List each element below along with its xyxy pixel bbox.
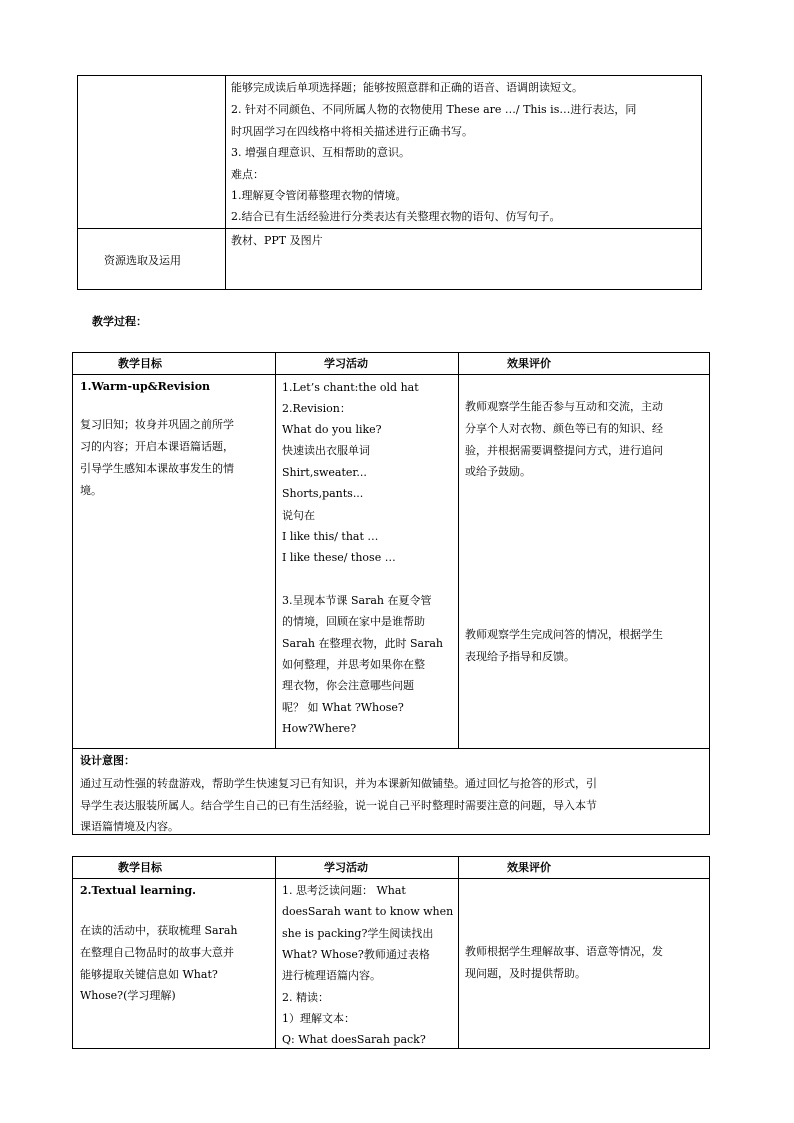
activity-line: 1）理解文本：	[282, 1012, 355, 1025]
goal-line: 在读的活动中，获取梳理 Sarah	[80, 924, 238, 937]
evaluation-line: 验，并根据需要调整提问方式，进行追问	[465, 444, 663, 457]
process-title: 教学过程：	[92, 315, 147, 328]
activity-line: 理衣物，你会注意哪些问题	[282, 679, 414, 692]
activity-line: 1.Let’s chant:the old hat	[282, 381, 419, 394]
header-activity: 学习活动	[324, 357, 368, 370]
evaluation-line: 教师观察学生能否参与互动和交流，主动	[465, 400, 663, 413]
objective-line: 时巩固学习在四线格中将相关描述进行正确书写。	[231, 125, 473, 138]
header-goal: 教学目标	[118, 357, 162, 370]
activity-line: 呢？ 如 What ?Whose?	[282, 701, 404, 714]
header-activity: 学习活动	[324, 861, 368, 874]
activity-line: 的情境，回顾在家中是谁帮助	[282, 615, 425, 628]
evaluation-line: 或给予鼓励。	[465, 465, 531, 478]
activity-line: 2.Revision：	[282, 402, 351, 415]
difficulty-line: 2.结合已有生活经验进行分类表达有关整理衣物的语句、仿写句子。	[231, 210, 561, 223]
goal-title: 1.Warm-up&Revision	[80, 380, 211, 393]
activity-line: I like this/ that …	[282, 530, 379, 543]
resource-value: 教材、PPT 及图片	[231, 234, 323, 247]
activity-line: 2. 精读：	[282, 991, 329, 1004]
header-goal: 教学目标	[118, 861, 162, 874]
objective-line: 能够完成读后单项选择题；能够按照意群和正确的语音、语调朗读短文。	[231, 81, 583, 94]
activity-line: she is packing?学生阅读找出	[282, 927, 434, 940]
design-line: 导学生表达服装所属人。结合学生自己的已有生活经验，说一说自己平时整理时需要注意的问题，导入本节	[80, 799, 597, 812]
goal-line: 习的内容；开启本课语篇话题，	[80, 440, 234, 453]
evaluation-line: 分享个人对衣物、颜色等已有的知识、经	[465, 422, 663, 435]
activity-line: What do you like?	[282, 423, 382, 436]
goal-line: 引导学生感知本课故事发生的情	[80, 462, 234, 475]
goal-line: 复习旧知；妆身并巩固之前所学	[80, 418, 234, 431]
evaluation-line: 教师根据学生理解故事、语意等情况，发	[465, 945, 663, 958]
activity-line: I like these/ those …	[282, 551, 396, 564]
design-line: 课语篇情境及内容。	[80, 820, 179, 833]
objective-line: 3. 增强自理意识、互相帮助的意识。	[231, 146, 410, 159]
activity-line: doesSarah want to know when	[282, 905, 454, 918]
goal-title: 2.Textual learning.	[80, 884, 196, 897]
goal-line: 能够提取关键信息如 What?	[80, 968, 218, 981]
goal-line: Whose?(学习理解)	[80, 989, 176, 1002]
difficulty-line: 1.理解夏令管闭幕整理衣物的情境。	[231, 189, 407, 202]
activity-line: Q: What doesSarah pack?	[282, 1033, 426, 1046]
header-evaluation: 效果评价	[507, 357, 551, 370]
activity-line: Sarah 在整理衣物，此时 Sarah	[282, 637, 443, 650]
evaluation-line: 教师观察学生完成问答的情况，根据学生	[465, 628, 663, 641]
evaluation-line: 现问题，及时提供帮助。	[465, 967, 586, 980]
activity-line: 说句在	[282, 509, 315, 522]
goal-line: 境。	[80, 484, 102, 497]
activity-line: Shorts,pants...	[282, 487, 364, 500]
activity-line: What? Whose?教师通过表格	[282, 948, 430, 961]
goal-line: 在整理自己物品时的故事大意并	[80, 946, 234, 959]
activity-line: 1. 思考泛读问题： What	[282, 884, 406, 897]
objective-line: 2. 针对不同颜色、不同所属人物的衣物使用 These are …/ This is…进行表达，同	[231, 103, 637, 116]
activity-line: Shirt,sweater...	[282, 466, 367, 479]
activity-line: 快速读出衣服单词	[282, 444, 370, 457]
activity-line: How?Where?	[282, 722, 357, 735]
difficulty-label: 难点：	[231, 168, 264, 181]
header-evaluation: 效果评价	[507, 861, 551, 874]
activity-line: 如何整理，并思考如果你在整	[282, 658, 425, 671]
design-line: 通过互动性强的转盘游戏，帮助学生快速复习已有知识，并为本课新知做铺垫。通过回忆与抢答的形式，引	[80, 777, 597, 790]
evaluation-line: 表现给予指导和反馈。	[465, 650, 575, 663]
resource-label: 资源选取及运用	[104, 254, 181, 267]
design-title: 设计意图：	[80, 754, 135, 767]
activity-line: 进行梳理语篇内容。	[282, 969, 381, 982]
activity-line: 3.呈现本节课 Sarah 在夏令管	[282, 594, 432, 607]
